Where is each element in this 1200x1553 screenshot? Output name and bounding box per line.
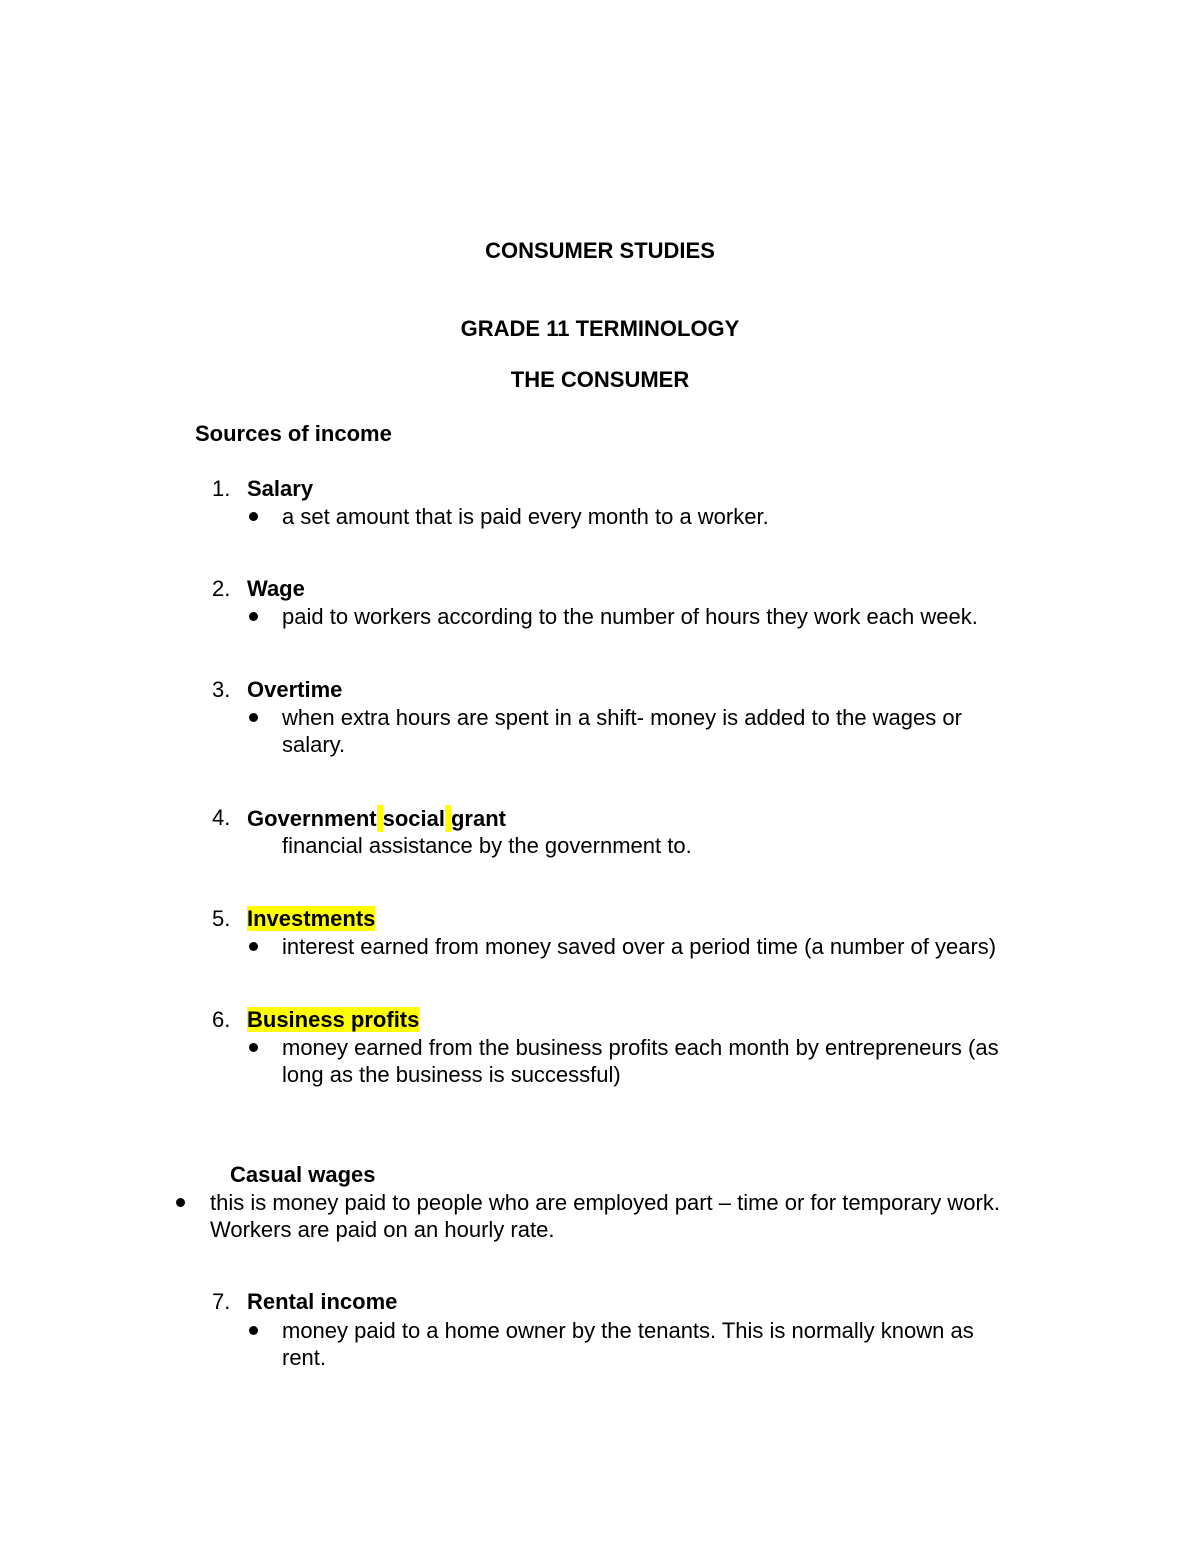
term-part: social — [382, 806, 445, 831]
document-subtitle: GRADE 11 TERMINOLOGY — [460, 316, 740, 341]
item-description: a set amount that is paid every month to a worker. — [282, 504, 769, 529]
section-title: THE CONSUMER — [510, 367, 690, 392]
item-description: when extra hours are spent in a shift- money is added to the wages or — [282, 705, 962, 730]
term-part: grant — [450, 806, 506, 831]
item-description: interest earned from money saved over a period time (a number of years) — [282, 934, 997, 959]
item-number: 6. — [212, 1007, 231, 1032]
bullet-icon — [249, 1326, 258, 1335]
bullet-icon — [249, 612, 258, 621]
item-number: 1. — [212, 476, 231, 501]
item-description: financial assistance by the government to. — [282, 833, 692, 858]
item-term: Salary — [247, 476, 314, 501]
bullet-icon — [176, 1198, 185, 1207]
item-description: money paid to a home owner by the tenants. This is normally known as — [282, 1318, 974, 1343]
bullet-icon — [249, 512, 258, 521]
item-number: 4. — [212, 805, 231, 830]
casual-term: Casual wages — [230, 1162, 376, 1187]
item-number: 2. — [212, 576, 231, 601]
item-description: money earned from the business profits each month by entrepreneurs (as — [282, 1035, 999, 1060]
document-title: CONSUMER STUDIES — [485, 238, 715, 263]
casual-description-continued: Workers are paid on an hourly rate. — [210, 1217, 555, 1242]
item-number: 7. — [212, 1289, 231, 1314]
item-term: Investments — [247, 906, 376, 931]
item-description: paid to workers according to the number of hours they work each week. — [282, 604, 978, 629]
item-number: 5. — [212, 906, 231, 931]
item-description-continued: salary. — [282, 732, 346, 757]
item-description-continued: long as the business is successful) — [282, 1062, 621, 1087]
term-part: Government — [247, 806, 377, 831]
item-description-continued: rent. — [282, 1345, 327, 1370]
bullet-icon — [249, 1043, 258, 1052]
bullet-icon — [249, 713, 258, 722]
item-term — [247, 805, 506, 832]
item-term: Rental income — [247, 1289, 398, 1314]
item-term: Business profits — [247, 1007, 420, 1032]
item-term: Wage — [247, 576, 305, 601]
bullet-icon — [249, 942, 258, 951]
item-number: 3. — [212, 677, 231, 702]
item-term: Overtime — [247, 677, 343, 702]
casual-description: this is money paid to people who are employed part – time or for temporary work. — [210, 1190, 1000, 1215]
sources-heading: Sources of income — [195, 421, 392, 446]
